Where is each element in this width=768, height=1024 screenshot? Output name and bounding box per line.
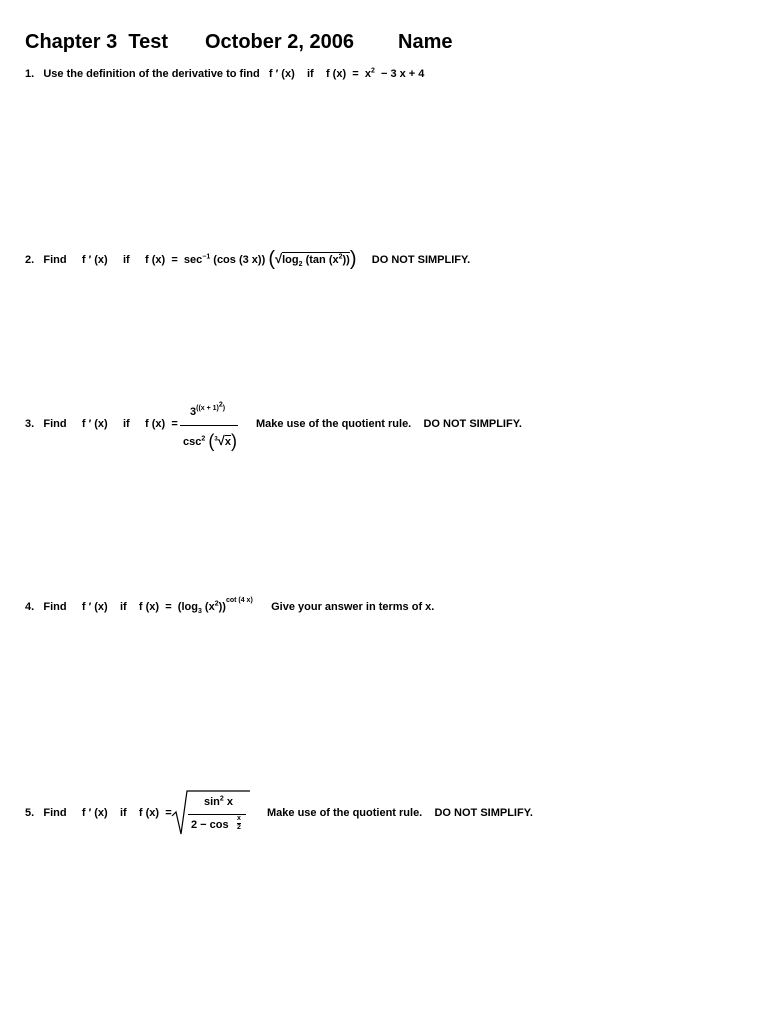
question-number: 5. bbox=[25, 807, 35, 819]
q5-small-fraction: x 2 bbox=[237, 815, 241, 831]
question-1: 1. Use the definition of the derivative to find f ′ (x) if f $(x) = x^2 - 3$ x + 4 bbox=[25, 67, 425, 80]
instruction-note: DO NOT SIMPLIFY. bbox=[371, 254, 471, 266]
question-number: 4. bbox=[25, 601, 35, 613]
question-number: 1. bbox=[25, 68, 35, 80]
q5-note: Make use of the quotient rule. DO NOT SIMPLIFY. bbox=[267, 807, 533, 819]
question-number: 3. bbox=[25, 418, 35, 430]
question-4: 4. Find f ′ (x) if f $(x) = (\log_3$ $(x^2))^{cot (4 x)}$ Give your answer in terms of x. bbox=[25, 597, 435, 616]
q3-fraction-bar bbox=[180, 425, 238, 426]
chapter-label: Chapter 3 Test bbox=[25, 31, 169, 53]
q3-note: Make use of the quotient rule. DO NOT SIMPLIFY. bbox=[256, 418, 522, 430]
q5-numerator: $\sin^2 x$ bbox=[204, 795, 233, 808]
question-5: 5. Find f ′ (x) if f (x) = bbox=[25, 807, 172, 819]
name-label: Name bbox=[398, 31, 453, 53]
q3-numerator: $3^{((x + 1)^2)}$ bbox=[190, 402, 226, 418]
test-date: October 2, 2006 bbox=[205, 31, 354, 53]
instruction-note: Give your answer in terms of x. bbox=[271, 601, 435, 613]
question-3: 3. Find f ′ (x) if f (x) = bbox=[25, 418, 178, 430]
question-number: 2. bbox=[25, 254, 35, 266]
question-prompt: Use the definition of the derivative to find bbox=[43, 68, 260, 80]
q3-denominator: $\csc^2 (^3√x)$ bbox=[183, 431, 237, 451]
q5-denominator: 2 − cos bbox=[191, 819, 229, 831]
question-2: 2. Find f ′ (x) if f $(x) = \sec^{-1} (\cos$ (3 x)) ($√\log_2$ (tan $(x^2)$)) DO NOT SIMPLIFY. bbox=[25, 248, 471, 270]
